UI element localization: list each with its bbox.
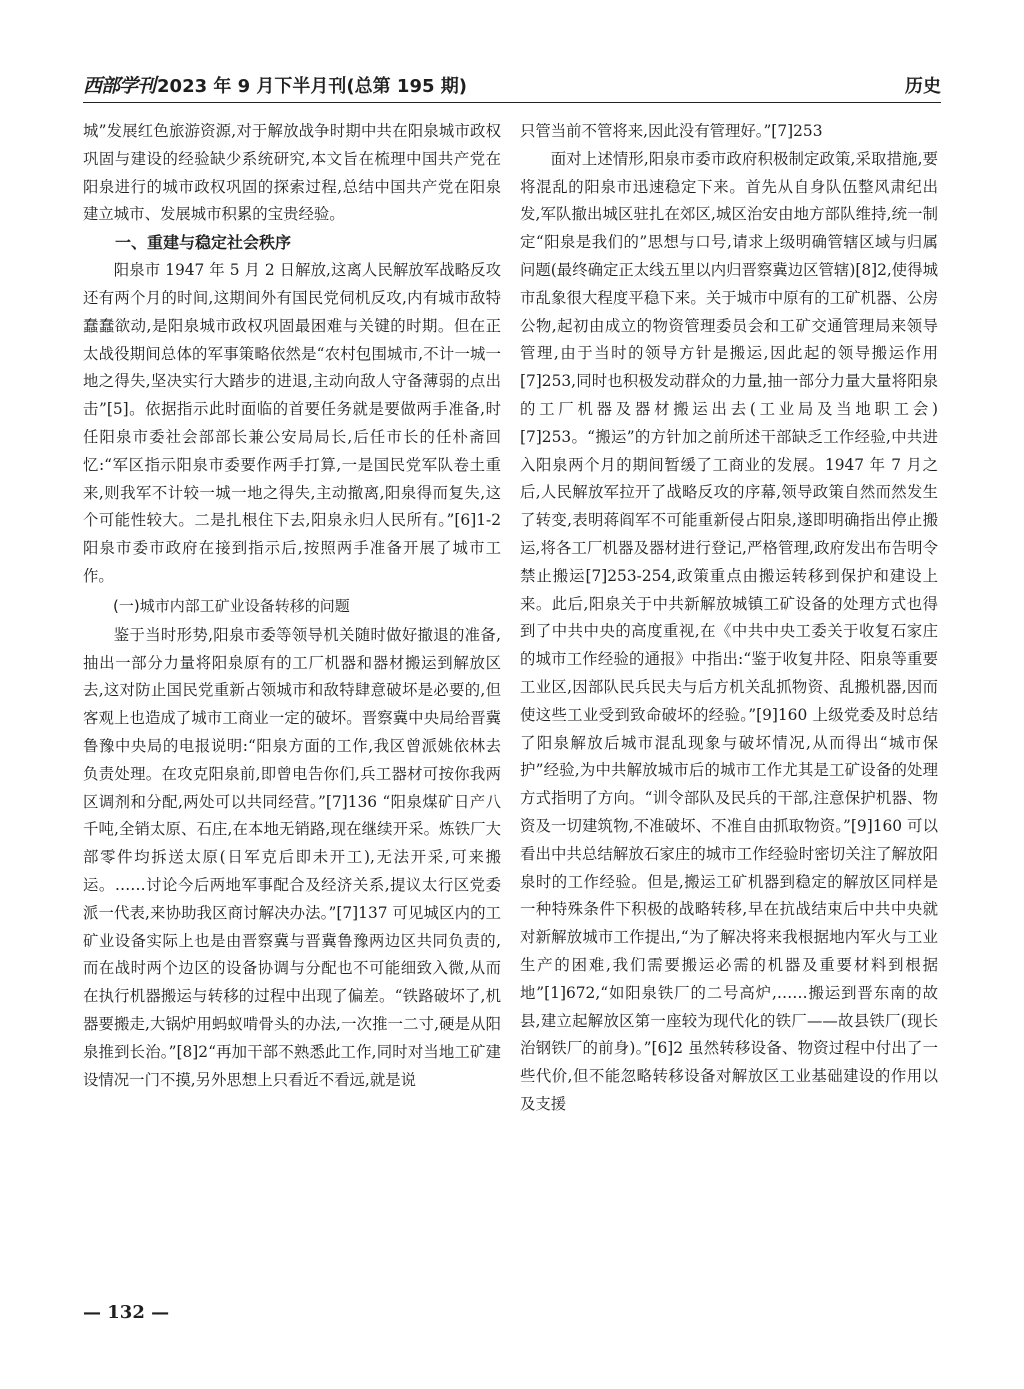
paragraph: 只管当前不管将来,因此没有管理好。”[7]253 bbox=[520, 122, 823, 140]
paragraph: 面对上述情形,阳泉市委市政府积极制定政策,采取措施,要将混乱的阳泉市迅速稳定下来。首先从自身队伍整风肃纪出发,军队撤出城区驻扎在郊区,城区治安由地方部队维持,统一制定“阳泉是我们的”思想与口号,请求上级明确管辖区域与归属问题(最终确定正太线五里以内归晋察冀边区管辖)[8]2,使得城市乱象很大程度平稳下来。关于城市中原有的工矿机器、公房公物,起初由成立的物资管理委员会和工矿交通管理局来领导管理,由于当时的领导方针是搬运,因此起的领导搬运作用[7]253,同时也积极发动群众的力量,抽一部分力量大量将阳泉的工厂机器及器材搬运出去(工业局及当地职工会)[7]253。“搬运”的方针加之前所述干部缺乏工作经验,中共进入阳泉两个月的期间暂缓了工商业的发展。1947 年 7 月之后,人民解放军拉开了战略反攻的序幕,领导政策自然而然发生了转变,表明蒋阎军不可能重新侵占阳泉,遂即明确指出停止搬运,将各工厂机器及器材进行登记,严格管理,政府发出布告明令禁止搬运[7]253-254,政策重点由搬运转移到保护和建设上来。此后,阳泉关于中共新解放城镇工矿设备的处理方式也得到了中共中央的高度重视,在《中共中央工委关于收复石家庄的城市工作经验的通报》中指出:“鉴于收复井陉、阳泉等重要工业区,因部队民兵民夫与后方机关乱抓物资、乱搬机器,因而使这些工业受到致命破坏的经验。”[9]160 上级党委及时总结了阳泉解放后城市混乱现象与破坏情况,从而得出“城市保护”经验,为中共解放城市后的城市工作尤其是工矿设备的处理方式指明了方向。“训令部队及民兵的干部,注意保护机器、物资及一切建筑物,不准破坏、不准自由抓取物资。”[9]160 可以看出中共总结解放石家庄的城市工作经验时密切关注了解放阳泉时的工作经验。但是,搬运工矿机器到稳定的解放区同样是一种特殊条件下积极的战略转移,早在抗战结束后中共中央就对新解放城市工作提出,“为了解决将来我根据地内军火与工业生产的困难,我们需要搬运必需的机器及重要材料到根据地”[1]672,“如阳泉铁厂的二号高炉,……搬运到晋东南的故县,建立起解放区第一座较为现代化的铁厂——故县铁厂(现长治钢铁厂的前身)。”[6]2 虽然转移设备、物资过程中付出了一些代价,但不能忽略转移设备对解放区工业基础建设的作用以及支援 bbox=[520, 149, 938, 1113]
page-number: — 132 — bbox=[83, 1302, 170, 1323]
paragraph: 鉴于当时形势,阳泉市委等领导机关随时做好撤退的准备,抽出一部分力量将阳泉原有的工厂机器和器材搬运到解放区去,这对防止国民党重新占领城市和敌特肆意破坏是必要的,但客观上也造成了城市工商业一定的破坏。晋察冀中央局给晋冀鲁豫中央局的电报说明:“阳泉方面的工作,我区曾派姚依林去负责处理。在攻克阳泉前,即曾电告你们,兵工器材可按你我两区调剂和分配,两处可以共同经营。”[7]136 “阳泉煤矿日产八千吨,全销太原、石庄,在本地无销路,现在继续开采。炼铁厂大部零件均拆送太原(日军克后即未开工),无法开采,可来搬运。……讨论今后两地军事配合及经济关系,提议太行区党委派一代表,来协助我区商讨解决办法。”[7]137 可见城区内的工矿业设备实际上也是由晋察冀与晋冀鲁豫两边区共同负责的,而在战时两个边区的设备协调与分配也不可能细致入微,从而在执行机器搬运与转移的过程中出现了偏差。“铁路破坏了,机器要搬走,大锅炉用蚂蚁啃骨头的办法,一次推一二寸,硬是从阳泉推到长治。”[8]2“再加干部不熟悉此工作,同时对当地工矿建设情况一门不摸,另外思想上只看近不看远,就是说 bbox=[83, 625, 501, 1089]
left-column bbox=[83, 118, 501, 1094]
journal-logo: 西部学刊 bbox=[83, 75, 156, 97]
subsection-heading: (一)城市内部工矿业设备转移的问题 bbox=[113, 596, 350, 615]
section-label: 历史 bbox=[905, 76, 941, 97]
paragraph: 阳泉市 1947 年 5 月 2 日解放,这离人民解放军战略反攻还有两个月的时间,这期间外有国民党伺机反攻,内有城市敌特蠢蠢欲动,是阳泉城市政权巩固最困难与关键的时期。但在正太战役期间总体的军事策略依然是“农村包围城市,不计一城一地之得失,坚决实行大踏步的进退,主动向敌人守备薄弱的点出击”[5]。依据指示此时面临的首要任务就是要做两手准备,时任阳泉市委社会部部长兼公安局局长,后任市长的任朴斋回忆:“军区指示阳泉市委要作两手打算,一是国民党军队卷土重来,则我军不计较一城一地之得失,主动撤离,阳泉得而复失,这个可能性较大。二是扎根住下去,阳泉永归人民所有。”[6]1-2 阳泉市委市政府在接到指示后,按照两手准备开展了城市工作。 bbox=[83, 261, 501, 585]
journal-info bbox=[83, 71, 467, 98]
right-column bbox=[520, 118, 938, 1119]
page-header bbox=[83, 70, 941, 103]
issue-info: 2023 年 9 月下半月刊(总第 195 期) bbox=[157, 76, 467, 97]
paragraph: 城”发展红色旅游资源,对于解放战争时期中共在阳泉城市政权巩固与建设的经验缺少系统研究,本文旨在梳理中国共产党在阳泉进行的城市政权巩固的探索过程,总结中国共产党在阳泉建立城市、发展城市积累的宝贵经验。 bbox=[83, 122, 501, 224]
section-heading: 一、重建与稳定社会秩序 bbox=[115, 233, 292, 253]
